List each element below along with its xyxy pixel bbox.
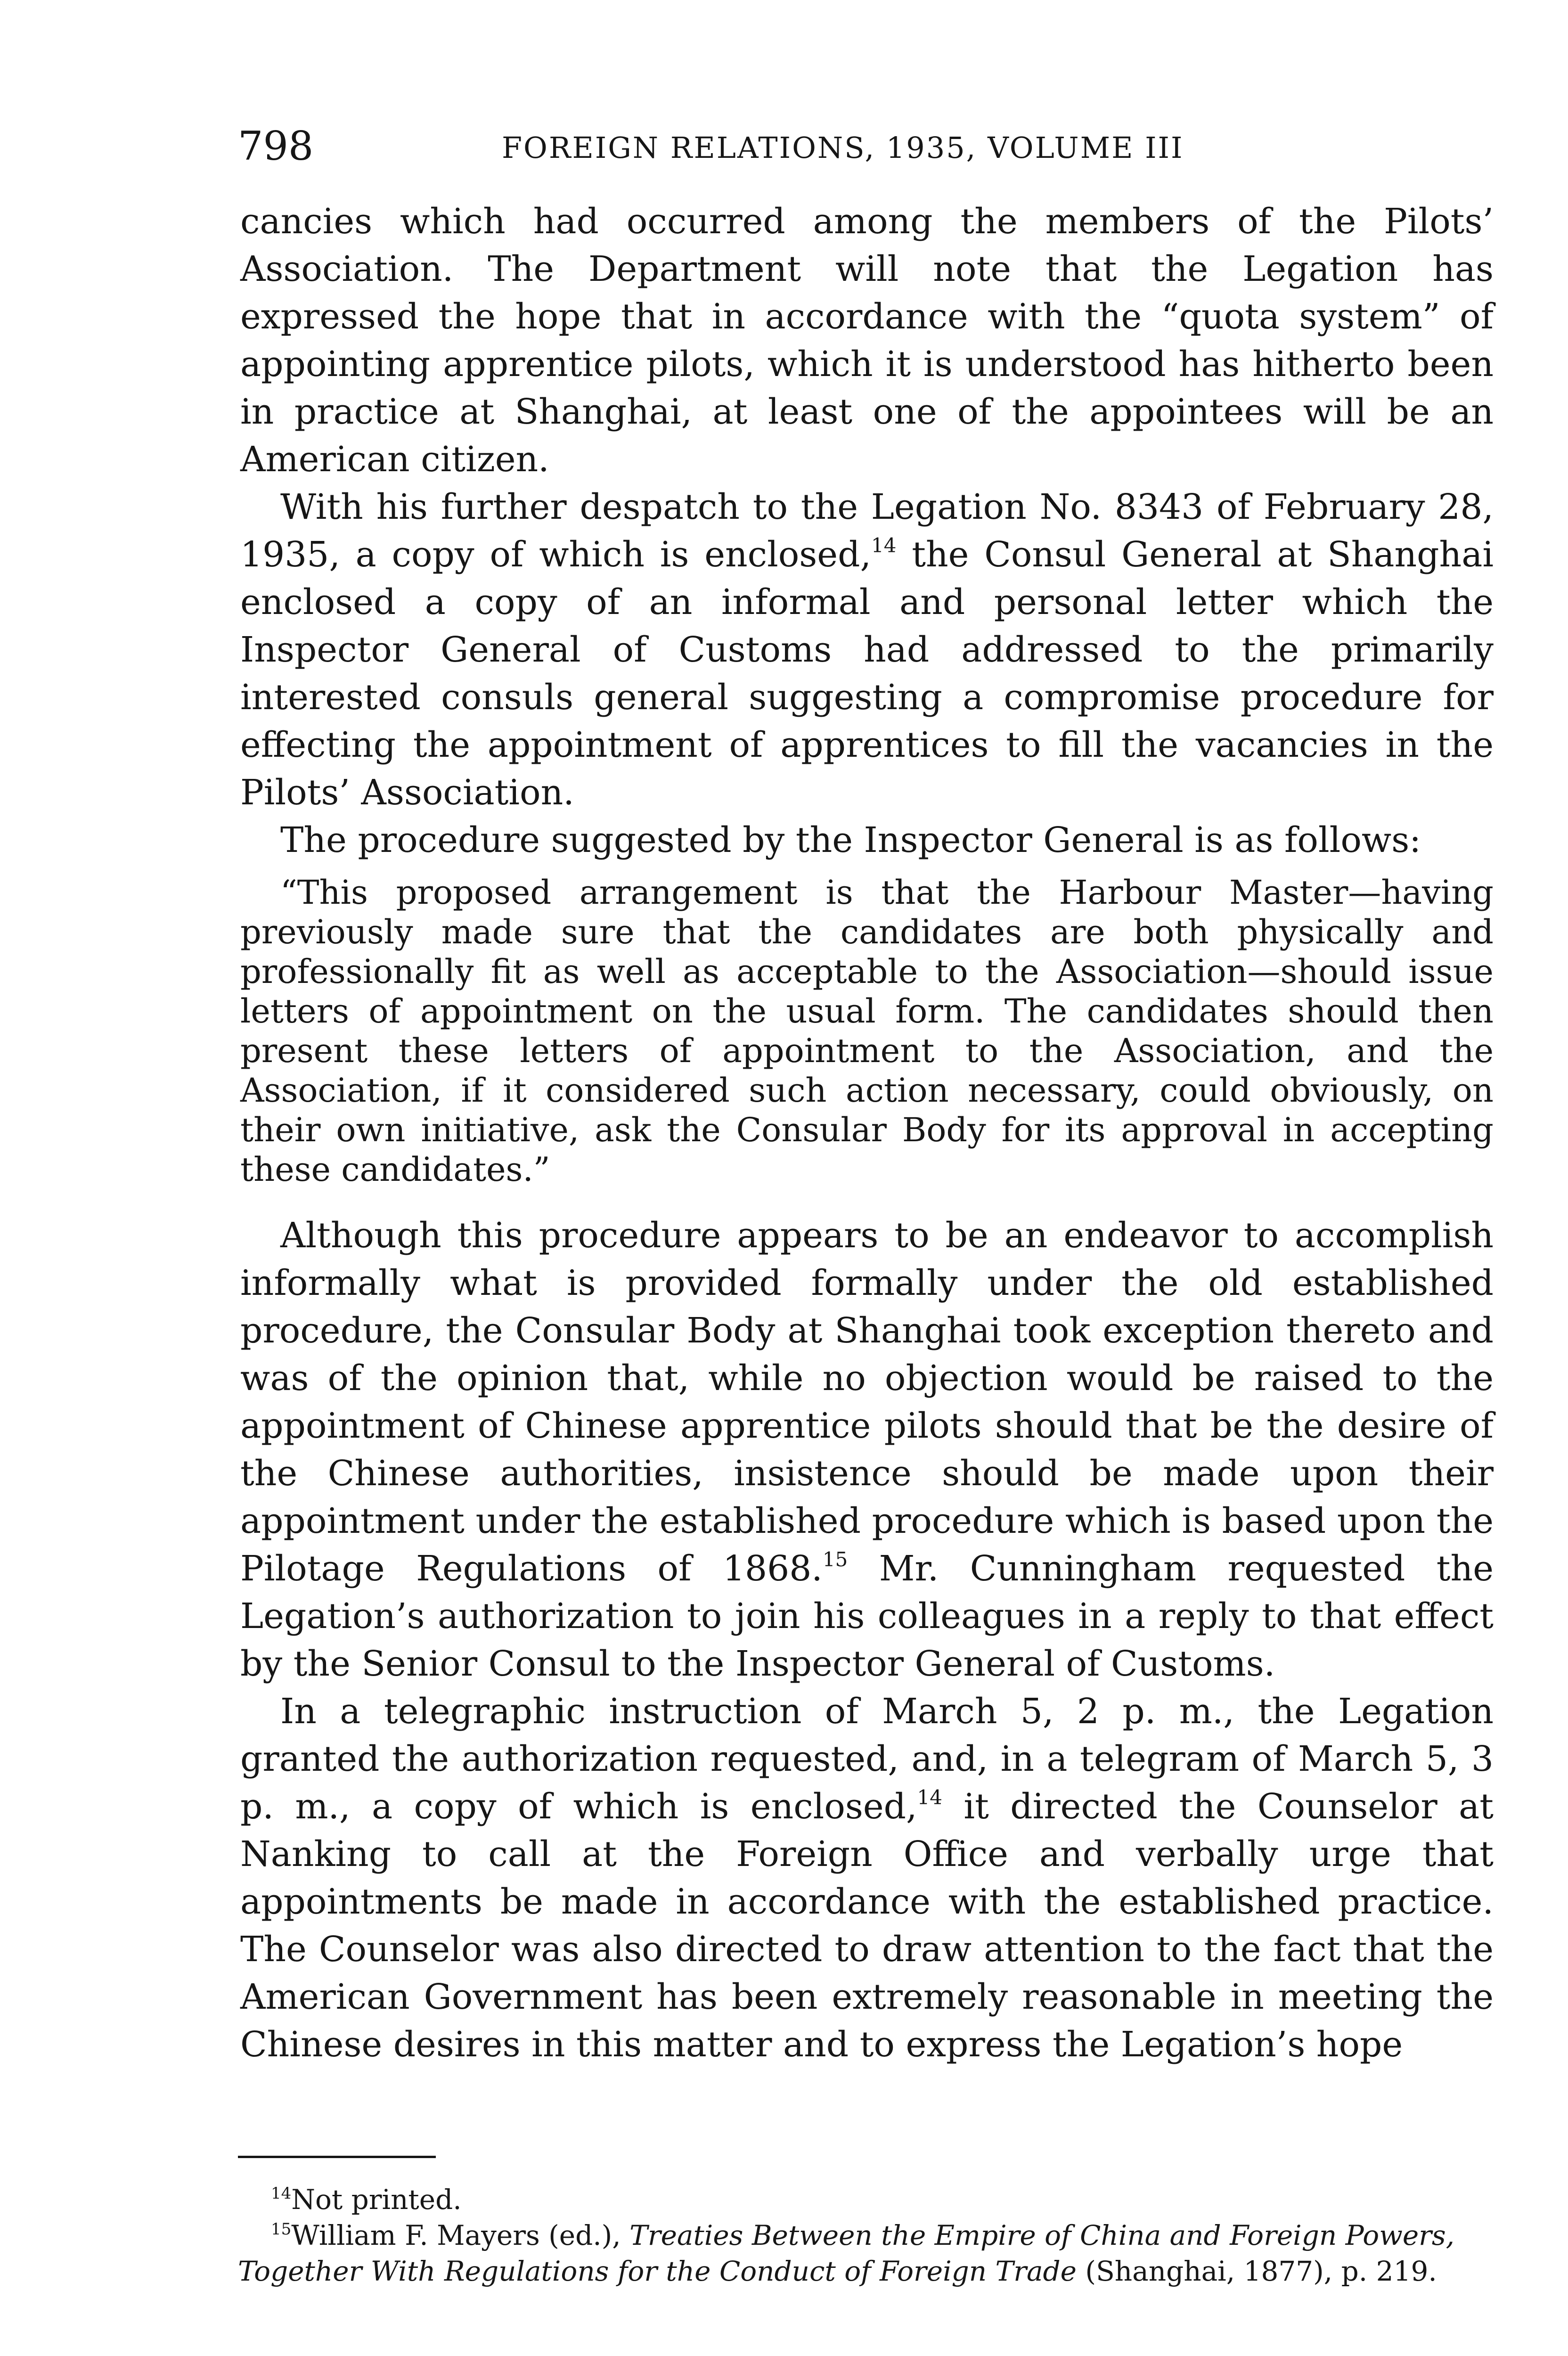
footnote-divider [238,2156,436,2158]
paragraph-5-text-end: it directed the Counselor at Nanking to call at the Foreign Office and verbally urge that appointments be made in accordance with the established practice. The Counselor was also directed to draw attention to the fact that the American Government has been extremely reasonable in meeting the Chinese desires in this matter and to express the Legation’s hope [240,1786,1494,2065]
body-text [240,198,1494,2069]
page-header [238,120,1538,172]
paragraph-4-text-end: Mr. Cunningham requested the Legation’s authorization to join his colleagues in a reply to that effect by the Senior Consul to the Inspector General of Customs. [240,1548,1494,1684]
paragraph-1 [240,198,1494,483]
block-quote [240,873,1494,1189]
paragraph-2-text-end: the Consul General at Shanghai enclosed a copy of an informal and personal letter which the Inspector General of Customs had addressed to the primarily interested consuls general suggesting a compromise procedure for effecting the appointment of apprentices to fill the vacancies in the Pilots’ Association. [240,534,1494,813]
footnote-14-text: Not printed. [291,2184,462,2216]
footnote-number-15: 15 [271,2220,292,2239]
paragraph-5 [240,1688,1494,2069]
paragraph-2 [240,483,1494,817]
block-quote-text: “This proposed arrangement is that the Harbour Master—having previously made sure that the candidates are both physically and professionally fit as well as acceptable to the Association—should issue letters of appointment on the usual form. The candidates should then present these letters of appointment to the Association, and the Association, if it considered such action necessary, could obviously, on their own initiative, ask the Consular Body for its approval in accepting these candidates.” [240,873,1494,1189]
page-number: 798 [238,123,314,169]
paragraph-5-text-start: In a telegraphic instruction of March 5, 2 p. m., the Legation granted the authorization requested, and, in a telegram of March 5, 3 p. m., a copy of which is enclosed, [240,1691,1494,1827]
footnote-reference-15: 15 [822,1548,848,1571]
paragraph-2-text-start: With his further despatch to the Legation No. 8343 of February 28, 1935, a copy of which is enclosed, [240,487,1494,575]
footnote-15-text-after: (Shanghai, 1877), p. 219. [1077,2255,1437,2287]
paragraph-3 [240,817,1494,864]
paragraph-3-text: The procedure suggested by the Inspector General is as follows: [280,820,1421,860]
footnote-14 [238,2182,1491,2217]
footnote-reference-14-second: 14 [917,1786,942,1809]
footnotes [238,2182,1491,2289]
paragraph-1-text: cancies which had occurred among the members of the Pilots’ Association. The Department will note that the Legation has expressed the hope that in accordance with the “quota system” of appointing apprentice pilots, which it is understood has hitherto been in practice at Shanghai, at least one of the appointees will be an American citizen. [240,201,1494,480]
running-head: FOREIGN RELATIONS, 1935, VOLUME III [502,131,1184,165]
footnote-15-text-before: William F. Mayers (ed.), [291,2219,630,2251]
footnote-15-title: Treaties Between the Empire of China and Foreign Powers, Together With Regulations for the Conduct of Foreign Trade [238,2219,1455,2287]
paragraph-4 [240,1212,1494,1688]
paragraph-4-text-start: Although this procedure appears to be an endeavor to accomplish informally what is provided formally under the old established procedure, the Consular Body at Shanghai took exception thereto and was of the opinion that, while no objection would be raised to the appointment of Chinese apprentice pilots should that be the desire of the Chinese authorities, insistence should be made upon their appointment under the established procedure which is based upon the Pilotage Regulations of 1868. [240,1215,1494,1589]
footnote-number-14: 14 [271,2184,292,2203]
footnote-reference-14: 14 [871,534,897,557]
footnote-15 [238,2217,1491,2289]
